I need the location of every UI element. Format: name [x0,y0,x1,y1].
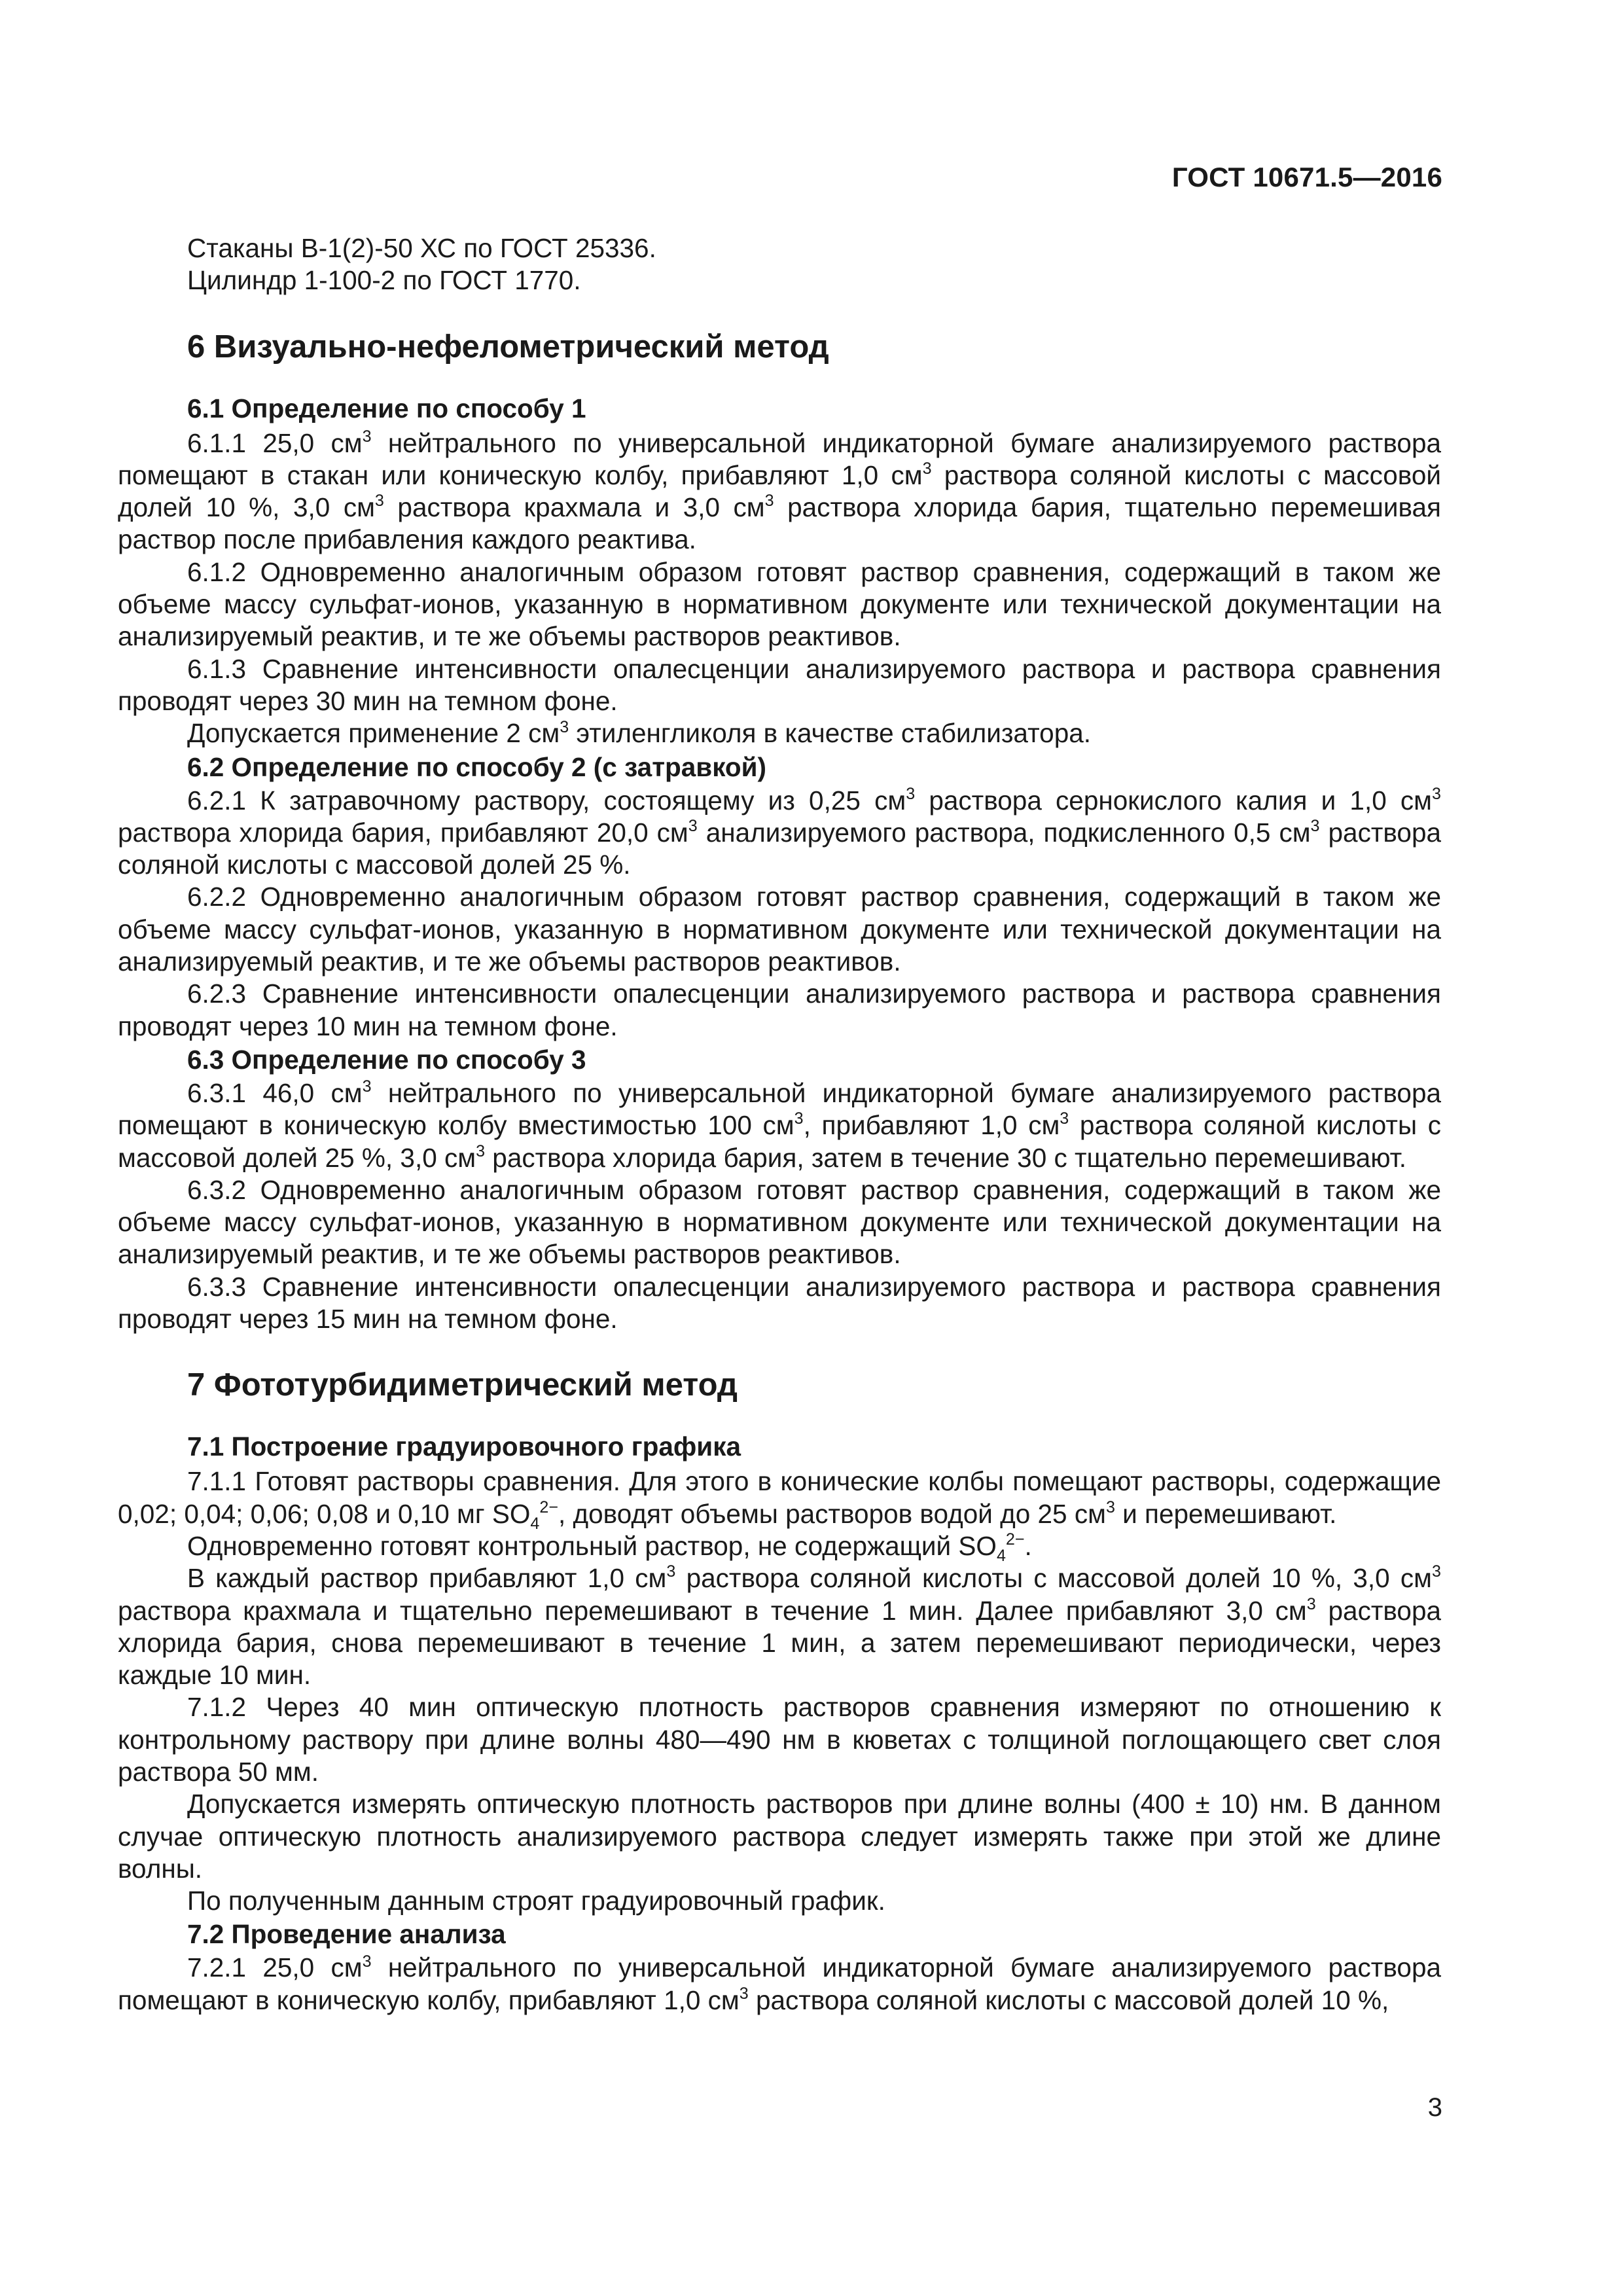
superscript: 3 [739,1984,749,2003]
equipment-line: Стаканы В-1(2)-50 ХС по ГОСТ 25336. [187,233,656,263]
text-run: , доводят объемы растворов водой до 25 см [558,1498,1106,1529]
superscript: 3 [764,492,774,511]
text-run: Одновременно готовят контрольный раствор, не содержащий SO [187,1530,997,1561]
text-run: раствора соляной кислоты с массовой долей 25 %, 3,0 см [118,1110,1441,1173]
text-run: 6.2.1 К затравочному раствору, состоящему из 0,25 см [187,785,906,816]
text-run: раствора соляной кислоты с массовой долей 10 %, [748,1984,1389,2015]
text-run: В каждый раствор прибавляют 1,0 см [187,1563,667,1594]
paragraph [118,1465,1441,1533]
superscript: 3 [906,784,916,803]
paragraph [118,717,1441,749]
text-run: раствора хлорида бария, снова перемешивают в течение 1 мин, а затем перемешивают периодически, через каждые 10 мин. [118,1595,1442,1691]
superscript: 2− [1005,1530,1025,1549]
text-run: раствора соляной кислоты с массовой долей 10 %, 3,0 см [675,1563,1433,1594]
text-run: раствора хлорида бария, тщательно перемешивая раствор после прибавления каждого реактива. [118,492,1441,555]
superscript: 3 [1105,1498,1115,1516]
superscript: 3 [1432,1562,1441,1581]
paragraph: По полученным данным строят градуировочный график. [187,1886,885,1916]
subsection-heading: 7.2 Проведение анализа [187,1919,506,1950]
text-run: раствора хлорида бария, затем в течение 30 с тщательно перемешивают. [485,1142,1406,1173]
text-run: Допускается применение 2 см [187,718,560,749]
superscript: 3 [1432,784,1441,803]
text-run: раствора крахмала и 3,0 см [383,492,765,523]
paragraph: 6.2.2 Одновременно аналогичным образом готовят раствор сравнения, содержащий в таком же объеме массу сульфат-ионов, указанную в нормативном документе или технической документации на анализируемый реактив, и те же объемы растворов реактивов. [118,882,1441,977]
superscript: 3 [560,717,569,736]
text-run: 7.1.1 Готовят растворы сравнения. Для этого в конические колбы помещают растворы, содержащие 0,02; 0,04; 0,06; 0,08 и 0,10 мг SO [118,1466,1441,1529]
paragraph: 6.2.3 Сравнение интенсивности опалесценции анализируемого раствора и раствора сравнения проводят через 10 мин на темном фоне. [118,978,1441,1041]
paragraph: Допускается измерять оптическую плотность растворов при длине волны (400 ± 10) нм. В данном случае оптическую плотность анализируемого раствора следует измерять также при этой же длине волны. [118,1789,1441,1884]
document-header: ГОСТ 10671.5—2016 [1171,162,1442,192]
superscript: 3 [688,817,698,836]
superscript: 3 [1306,1594,1316,1613]
subscript: 4 [530,1514,540,1533]
text-run: нейтрального по универсальной индикаторной бумаге анализируемого раствора помещают в коническую колбу, прибавляют 1,0 см [118,1952,1441,2015]
subsection-heading: 6.3 Определение по способу 3 [187,1044,586,1075]
subsection-heading: 7.1 Построение градуировочного графика [187,1431,741,1462]
text-run: этиленгликоля в качестве стабилизатора. [569,718,1091,749]
subsection-heading: 6.1 Определение по способу 1 [187,393,586,423]
paragraph: 6.3.2 Одновременно аналогичным образом готовят раствор сравнения, содержащий в таком же объеме массу сульфат-ионов, указанную в нормативном документе или технической документации на анализируемый реактив, и те же объемы растворов реактивов. [118,1174,1441,1270]
superscript: 3 [1310,817,1320,836]
superscript: 3 [362,1077,372,1096]
text-run: 6.1.1 25,0 см [187,427,363,458]
text-run: раствора соляной кислоты с массовой долей 25 %. [118,817,1442,880]
text-run: анализируемого раствора, подкисленного 0,5 см [697,817,1311,848]
paragraph [118,785,1441,882]
superscript: 3 [374,492,384,511]
superscript: 3 [666,1562,676,1581]
subsection-heading: 6.2 Определение по способу 2 (с затравкой) [187,751,767,782]
text-run: 6.3.1 46,0 см [187,1077,363,1108]
text-run: и перемешивают. [1115,1498,1337,1529]
text-run: нейтрального по универсальной индикаторной бумаге анализируемого раствора помещают в коническую колбу вместимостью 100 см [118,1077,1441,1141]
paragraph [118,427,1441,556]
text-run: раствора соляной кислоты с массовой долей 10 %, 3,0 см [118,459,1442,523]
superscript: 3 [362,427,372,446]
superscript: 3 [362,1952,372,1971]
text-run: . [1024,1530,1032,1561]
subscript: 4 [996,1547,1006,1565]
superscript: 2− [539,1498,559,1516]
paragraph: 6.3.3 Сравнение интенсивности опалесценции анализируемого раствора и раствора сравнения проводят через 15 мин на темном фоне. [118,1271,1441,1335]
section-heading: 7 Фототурбидиметрический метод [187,1367,738,1403]
text-run: , прибавляют 1,0 см [803,1110,1060,1141]
text-run: 7.2.1 25,0 см [187,1952,363,1983]
paragraph [118,1077,1441,1174]
page-number: 3 [1427,2093,1442,2122]
paragraph [118,1562,1441,1691]
paragraph: 7.1.2 Через 40 мин оптическую плотность растворов сравнения измеряют по отношению к контрольному раствору при длине волны 480—490 нм в кюветах с толщиной поглощающего свет слоя раствора 50 мм. [118,1692,1441,1787]
paragraph: 6.1.2 Одновременно аналогичным образом готовят раствор сравнения, содержащий в таком же объеме массу сульфат-ионов, указанную в нормативном документе или технической документации на анализируемый реактив, и те же объемы растворов реактивов. [118,556,1441,652]
superscript: 3 [1060,1109,1069,1128]
superscript: 3 [794,1109,804,1128]
superscript: 3 [922,459,932,478]
section-heading: 6 Визуально-нефелометрический метод [187,329,829,365]
text-run: раствора крахмала и тщательно перемешивают в течение 1 мин. Далее прибавляют 3,0 см [118,1595,1307,1626]
text-run: раствора хлорида бария, прибавляют 20,0 см [118,817,688,848]
superscript: 3 [476,1141,486,1160]
text-run: нейтрального по универсальной индикаторной бумаге анализируемого раствора помещают в стакан или коническую колбу, прибавляют 1,0 см [118,427,1441,490]
paragraph [118,1952,1441,2017]
paragraph: 6.1.3 Сравнение интенсивности опалесценции анализируемого раствора и раствора сравнения проводят через 30 мин на темном фоне. [118,653,1441,716]
paragraph [118,1530,1441,1565]
document-body [118,232,1441,2017]
equipment-line: Цилиндр 1-100-2 по ГОСТ 1770. [187,265,581,296]
text-run: раствора сернокислого калия и 1,0 см [915,785,1433,816]
